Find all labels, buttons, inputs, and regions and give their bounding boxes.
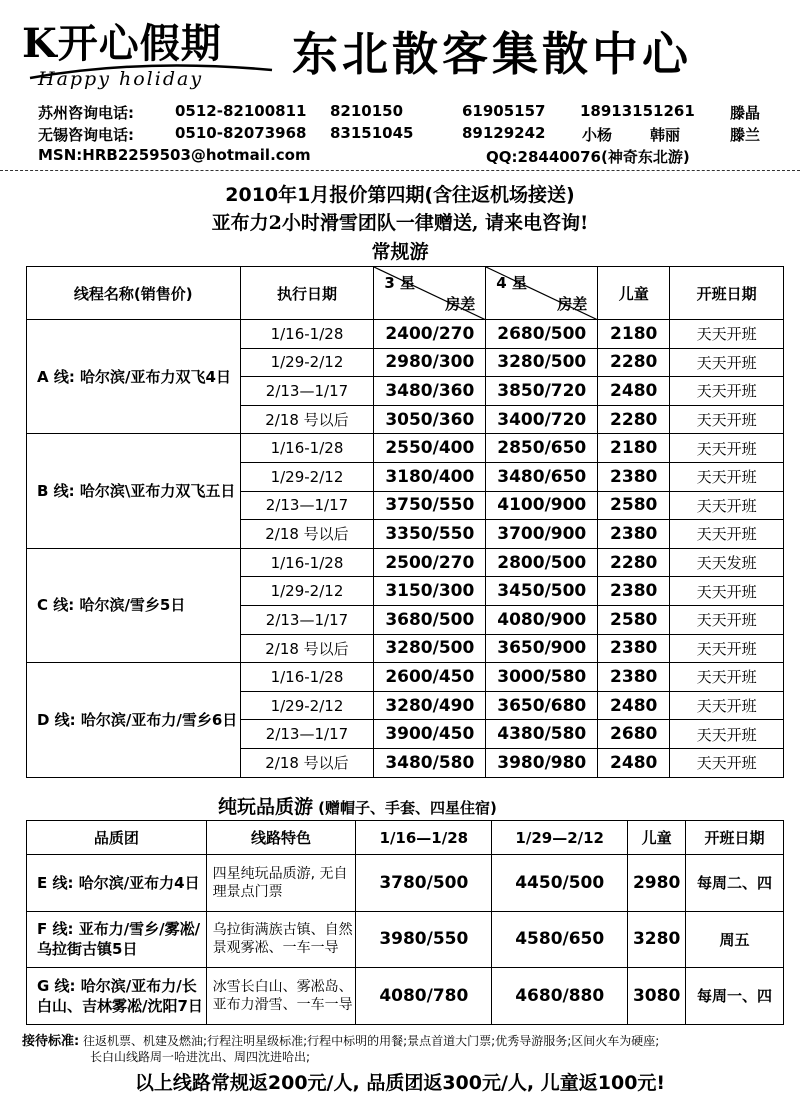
divider bbox=[0, 170, 800, 171]
open-schedule: 天天开班 bbox=[670, 520, 784, 549]
price-3star: 3050/360 bbox=[374, 405, 486, 434]
route-name: C 线: 哈尔滨/雪乡5日 bbox=[27, 548, 241, 662]
room-diff-label-4: 房差 bbox=[557, 295, 588, 313]
price-3star: 3480/360 bbox=[374, 377, 486, 406]
date-cell: 2/13—1/17 bbox=[240, 377, 374, 406]
quality-section-title: 纯玩品质游 bbox=[218, 796, 314, 818]
star3-label: 3 星 bbox=[384, 274, 416, 292]
logo-text: K开心假期 bbox=[22, 20, 222, 67]
price-4star: 3700/900 bbox=[486, 520, 598, 549]
price-4star: 3000/580 bbox=[486, 663, 598, 692]
child-price: 2580 bbox=[598, 605, 670, 634]
msn-contact: MSN:HRB2259503@hotmail.com bbox=[38, 146, 311, 164]
quality-route: G 线: 哈尔滨/亚布力/长白山、吉林雾凇/沈阳7日 bbox=[27, 968, 207, 1025]
date-cell: 2/18 号以后 bbox=[240, 405, 374, 434]
wuxi-phone-1: 0510-82073968 bbox=[175, 124, 307, 142]
open-schedule: 天天开班 bbox=[670, 663, 784, 692]
price-3star: 3680/500 bbox=[374, 605, 486, 634]
open-schedule: 天天开班 bbox=[670, 434, 784, 463]
price-3star: 3280/490 bbox=[374, 691, 486, 720]
child-price: 2580 bbox=[598, 491, 670, 520]
price-period-1: 3780/500 bbox=[356, 855, 492, 912]
date-cell: 1/29-2/12 bbox=[240, 577, 374, 606]
logo-subtitle: Happy holiday bbox=[38, 68, 204, 90]
price-4star: 3980/980 bbox=[486, 748, 598, 777]
table-row bbox=[27, 320, 784, 349]
table-row bbox=[27, 663, 784, 692]
price-4star: 2680/500 bbox=[486, 320, 598, 349]
price-period-1: 4080/780 bbox=[356, 968, 492, 1025]
price-4star: 4080/900 bbox=[486, 605, 598, 634]
qq-contact: QQ:28440076(神奇东北游) bbox=[486, 148, 690, 166]
rebate-note: 以上线路常规返200元/人, 品质团返300元/人, 儿童返100元! bbox=[134, 1072, 666, 1094]
suzhou-phone-1: 0512-82100811 bbox=[175, 102, 307, 120]
quality-header: 儿童 bbox=[628, 821, 686, 855]
child-price: 3080 bbox=[628, 968, 686, 1025]
header-open: 开班日期 bbox=[670, 267, 784, 320]
child-price: 2380 bbox=[598, 520, 670, 549]
table-row bbox=[27, 911, 784, 968]
price-4star: 3650/900 bbox=[486, 634, 598, 663]
open-schedule: 天天开班 bbox=[670, 405, 784, 434]
regular-section-title: 常规游 bbox=[371, 241, 429, 263]
open-schedule: 天天开班 bbox=[670, 634, 784, 663]
footer-label: 接待标准: bbox=[22, 1034, 80, 1049]
table-row bbox=[27, 548, 784, 577]
page-title: 东北散客集散中心 bbox=[292, 27, 692, 81]
quality-section-note: (赠帽子、手套、四星住宿) bbox=[318, 799, 497, 817]
date-cell: 2/18 号以后 bbox=[240, 634, 374, 663]
date-cell: 2/13—1/17 bbox=[240, 720, 374, 749]
open-schedule: 天天开班 bbox=[670, 720, 784, 749]
child-price: 2180 bbox=[598, 434, 670, 463]
price-4star: 2850/650 bbox=[486, 434, 598, 463]
date-cell: 1/16-1/28 bbox=[240, 663, 374, 692]
date-cell: 1/29-2/12 bbox=[240, 691, 374, 720]
quality-header: 开班日期 bbox=[686, 821, 784, 855]
price-4star: 3650/680 bbox=[486, 691, 598, 720]
open-schedule: 每周二、四 bbox=[686, 855, 784, 912]
child-price: 2480 bbox=[598, 377, 670, 406]
price-3star: 3900/450 bbox=[374, 720, 486, 749]
wuxi-contact-1: 小杨 bbox=[582, 126, 613, 144]
price-4star: 3480/650 bbox=[486, 462, 598, 491]
contact-suzhou bbox=[38, 102, 798, 122]
header-child: 儿童 bbox=[598, 267, 670, 320]
open-schedule: 天天开班 bbox=[670, 377, 784, 406]
price-4star: 3400/720 bbox=[486, 405, 598, 434]
route-feature: 乌拉街满族古镇、自然景观雾凇、一车一导 bbox=[206, 911, 356, 968]
ski-headline: 亚布力2小时滑雪团队一律赠送, 请来电咨询! bbox=[211, 212, 589, 234]
room-diff-label-3: 房差 bbox=[445, 295, 476, 313]
price-3star: 3150/300 bbox=[374, 577, 486, 606]
price-period-1: 3980/550 bbox=[356, 911, 492, 968]
child-price: 2480 bbox=[598, 691, 670, 720]
header-date: 执行日期 bbox=[240, 267, 374, 320]
price-3star: 2550/400 bbox=[374, 434, 486, 463]
contact-wuxi bbox=[38, 124, 798, 144]
quality-route: E 线: 哈尔滨/亚布力4日 bbox=[27, 855, 207, 912]
quality-price-table bbox=[26, 820, 784, 1025]
header-4star bbox=[486, 267, 598, 320]
price-4star: 4100/900 bbox=[486, 491, 598, 520]
route-feature: 四星纯玩品质游, 无自理景点门票 bbox=[206, 855, 356, 912]
route-feature: 冰雪长白山、雾凇岛、亚布力滑雪、一车一导 bbox=[206, 968, 356, 1025]
quality-header: 1/16—1/28 bbox=[356, 821, 492, 855]
contact-online bbox=[38, 146, 798, 166]
price-3star: 3480/580 bbox=[374, 748, 486, 777]
regular-price-table bbox=[26, 266, 784, 778]
period-headline: 2010年1月报价第四期(含往返机场接送) bbox=[225, 184, 575, 206]
price-3star: 2400/270 bbox=[374, 320, 486, 349]
price-3star: 2600/450 bbox=[374, 663, 486, 692]
price-period-2: 4580/650 bbox=[492, 911, 628, 968]
logo bbox=[22, 12, 277, 94]
child-price: 2380 bbox=[598, 663, 670, 692]
header-3star bbox=[374, 267, 486, 320]
footer-standard: 往返机票、机建及燃油;行程注明星级标准;行程中标明的用餐;景点首道大门票;优秀导游服务;区间火车为硬座; bbox=[83, 1034, 660, 1048]
price-3star: 3750/550 bbox=[374, 491, 486, 520]
date-cell: 2/13—1/17 bbox=[240, 491, 374, 520]
suzhou-phone-2: 8210150 bbox=[330, 102, 404, 120]
quality-header: 品质团 bbox=[27, 821, 207, 855]
wuxi-contact-3: 滕兰 bbox=[730, 126, 761, 144]
date-cell: 2/18 号以后 bbox=[240, 748, 374, 777]
price-4star: 3450/500 bbox=[486, 577, 598, 606]
date-cell: 1/16-1/28 bbox=[240, 548, 374, 577]
open-schedule: 天天发班 bbox=[670, 548, 784, 577]
quality-section-heading bbox=[218, 792, 497, 819]
open-schedule: 每周一、四 bbox=[686, 968, 784, 1025]
price-period-2: 4450/500 bbox=[492, 855, 628, 912]
price-4star: 3850/720 bbox=[486, 377, 598, 406]
header-route: 线程名称(销售价) bbox=[27, 267, 241, 320]
open-schedule: 天天开班 bbox=[670, 462, 784, 491]
open-schedule: 天天开班 bbox=[670, 691, 784, 720]
wuxi-label: 无锡咨询电话: bbox=[38, 126, 134, 144]
date-cell: 1/16-1/28 bbox=[240, 434, 374, 463]
price-3star: 2980/300 bbox=[374, 348, 486, 377]
price-3star: 3350/550 bbox=[374, 520, 486, 549]
price-3star: 2500/270 bbox=[374, 548, 486, 577]
footer-line-1 bbox=[22, 1030, 659, 1049]
date-cell: 1/29-2/12 bbox=[240, 348, 374, 377]
child-price: 2380 bbox=[598, 462, 670, 491]
open-schedule: 天天开班 bbox=[670, 605, 784, 634]
date-cell: 1/16-1/28 bbox=[240, 320, 374, 349]
child-price: 2280 bbox=[598, 548, 670, 577]
table-row bbox=[27, 968, 784, 1025]
date-cell: 2/18 号以后 bbox=[240, 520, 374, 549]
child-price: 2480 bbox=[598, 748, 670, 777]
suzhou-contact-name: 滕晶 bbox=[730, 104, 761, 122]
price-3star: 3280/500 bbox=[374, 634, 486, 663]
star4-label: 4 星 bbox=[496, 274, 527, 292]
route-name: B 线: 哈尔滨\亚布力双飞五日 bbox=[27, 434, 241, 548]
suzhou-phone-4: 18913151261 bbox=[580, 102, 695, 120]
table-row bbox=[27, 434, 784, 463]
open-schedule: 天天开班 bbox=[670, 320, 784, 349]
child-price: 2680 bbox=[598, 720, 670, 749]
child-price: 2980 bbox=[628, 855, 686, 912]
quality-header: 线路特色 bbox=[206, 821, 356, 855]
open-schedule: 天天开班 bbox=[670, 491, 784, 520]
child-price: 2380 bbox=[598, 577, 670, 606]
suzhou-label: 苏州咨询电话: bbox=[38, 104, 134, 122]
quality-header: 1/29—2/12 bbox=[492, 821, 628, 855]
suzhou-phone-3: 61905157 bbox=[462, 102, 546, 120]
open-schedule: 周五 bbox=[686, 911, 784, 968]
wuxi-phone-2: 83151045 bbox=[330, 124, 414, 142]
child-price: 3280 bbox=[628, 911, 686, 968]
child-price: 2280 bbox=[598, 348, 670, 377]
open-schedule: 天天开班 bbox=[670, 577, 784, 606]
child-price: 2180 bbox=[598, 320, 670, 349]
wuxi-phone-3: 89129242 bbox=[462, 124, 546, 142]
price-4star: 3280/500 bbox=[486, 348, 598, 377]
price-4star: 4380/580 bbox=[486, 720, 598, 749]
child-price: 2280 bbox=[598, 405, 670, 434]
price-4star: 2800/500 bbox=[486, 548, 598, 577]
open-schedule: 天天开班 bbox=[670, 748, 784, 777]
date-cell: 2/13—1/17 bbox=[240, 605, 374, 634]
route-name: D 线: 哈尔滨/亚布力/雪乡6日 bbox=[27, 663, 241, 777]
footer-line-2: 长白山线路周一哈进沈出、周四沈进哈出; bbox=[90, 1050, 311, 1064]
price-3star: 3180/400 bbox=[374, 462, 486, 491]
date-cell: 1/29-2/12 bbox=[240, 462, 374, 491]
price-period-2: 4680/880 bbox=[492, 968, 628, 1025]
route-name: A 线: 哈尔滨/亚布力双飞4日 bbox=[27, 320, 241, 434]
wuxi-contact-2: 韩丽 bbox=[650, 126, 681, 144]
open-schedule: 天天开班 bbox=[670, 348, 784, 377]
child-price: 2380 bbox=[598, 634, 670, 663]
table-row bbox=[27, 855, 784, 912]
quality-route: F 线: 亚布力/雪乡/雾凇/乌拉街古镇5日 bbox=[27, 911, 207, 968]
